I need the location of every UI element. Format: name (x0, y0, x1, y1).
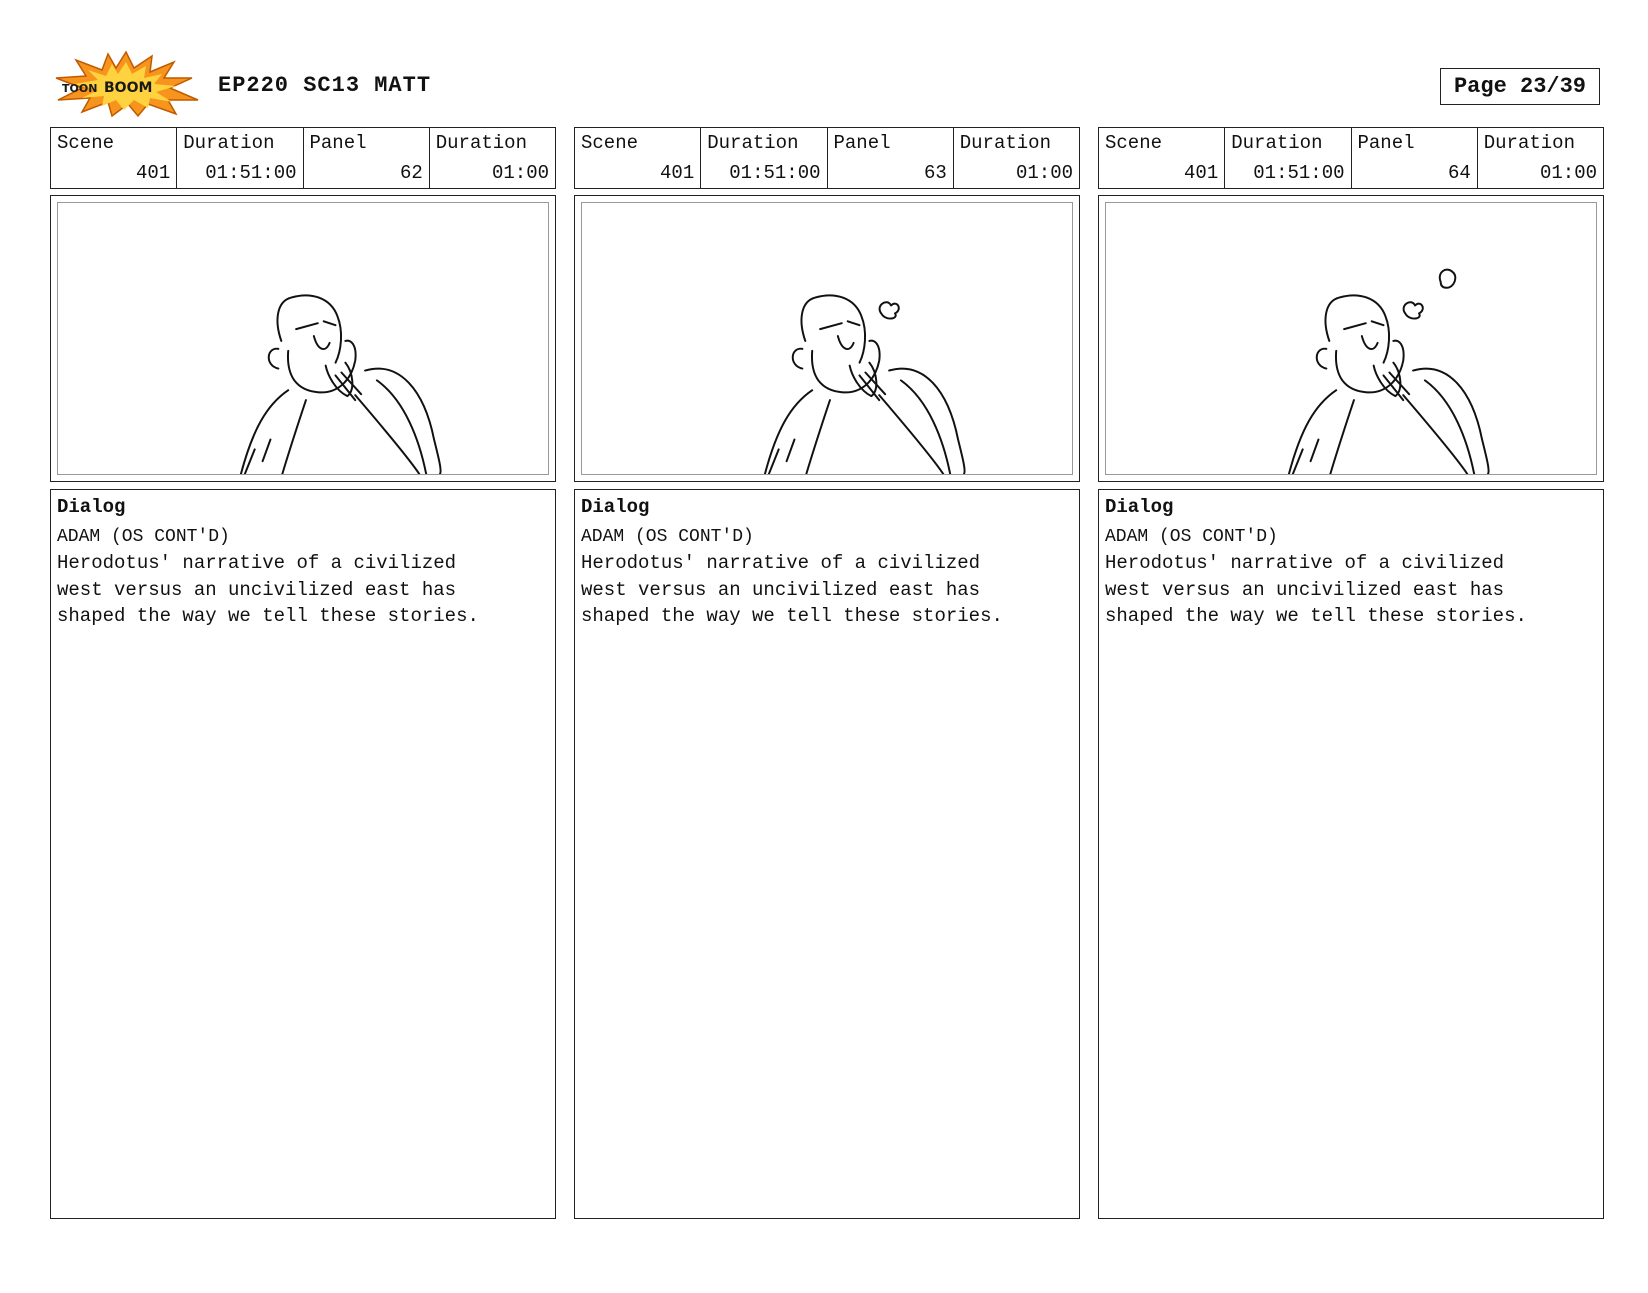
panel-duration-label: Duration (959, 132, 1051, 154)
panel-duration-cell (954, 128, 1079, 188)
panel-number: 63 (923, 162, 947, 184)
scene-duration-cell (177, 128, 303, 188)
sketch-frame (50, 195, 556, 482)
dialog-label: Dialog (1105, 496, 1174, 518)
storyboard-panel (574, 127, 1080, 1219)
scene-cell (51, 128, 177, 188)
panel-number: 62 (399, 162, 423, 184)
panel-cell (304, 128, 430, 188)
scene-label: Scene (1105, 132, 1163, 154)
speaker-name: ADAM (OS CONT'D) (581, 527, 754, 547)
panel-label: Panel (1357, 132, 1415, 154)
scene-cell (575, 128, 701, 188)
panel-info-row (50, 127, 556, 189)
scene-duration-cell (1225, 128, 1351, 188)
panel-duration-cell (430, 128, 555, 188)
scene-duration-label: Duration (707, 132, 799, 154)
dialog-box (50, 489, 556, 1219)
panel-label: Panel (833, 132, 891, 154)
panel-cell (828, 128, 954, 188)
panel-cell (1352, 128, 1478, 188)
scene-label: Scene (57, 132, 115, 154)
panel-duration: 01:00 (491, 162, 549, 184)
scene-number: 401 (1184, 162, 1219, 184)
panel-info-row (574, 127, 1080, 189)
toonboom-logo (52, 50, 200, 118)
panel-number: 64 (1447, 162, 1471, 184)
svg-text:TOON: TOON (62, 82, 98, 95)
panel-duration: 01:00 (1015, 162, 1073, 184)
scene-duration-label: Duration (1231, 132, 1323, 154)
svg-text:BOOM: BOOM (104, 80, 153, 96)
dialog-text: Herodotus' narrative of a civilized west versus an uncivilized east has shaped the way we tell these stories. (1105, 552, 1527, 627)
storyboard-panel (1098, 127, 1604, 1219)
scene-duration: 01:51:00 (1253, 162, 1345, 184)
scene-number: 401 (136, 162, 171, 184)
dialog-text: Herodotus' narrative of a civilized west versus an uncivilized east has shaped the way we tell these stories. (581, 552, 1003, 627)
panel-duration: 01:00 (1539, 162, 1597, 184)
dialog-text: Herodotus' narrative of a civilized west versus an uncivilized east has shaped the way we tell these stories. (57, 552, 479, 627)
storyboard-panel (50, 127, 556, 1219)
scene-cell (1099, 128, 1225, 188)
sketch-frame (574, 195, 1080, 482)
sketch-frame (1098, 195, 1604, 482)
episode-title: EP220 SC13 MATT (218, 73, 432, 98)
scene-duration: 01:51:00 (729, 162, 821, 184)
dialog-box (1098, 489, 1604, 1219)
scene-label: Scene (581, 132, 639, 154)
dialog-label: Dialog (581, 496, 650, 518)
speaker-name: ADAM (OS CONT'D) (1105, 527, 1278, 547)
scene-duration-cell (701, 128, 827, 188)
panel-info-row (1098, 127, 1604, 189)
panel-label: Panel (309, 132, 367, 154)
panel-duration-label: Duration (1483, 132, 1575, 154)
character-sketch (1106, 203, 1596, 474)
character-sketch (582, 203, 1072, 474)
panel-duration-label: Duration (435, 132, 527, 154)
page-number: Page 23/39 (1440, 68, 1600, 105)
speaker-name: ADAM (OS CONT'D) (57, 527, 230, 547)
panel-duration-cell (1478, 128, 1603, 188)
scene-number: 401 (660, 162, 695, 184)
dialog-box (574, 489, 1080, 1219)
character-sketch (58, 203, 548, 474)
dialog-label: Dialog (57, 496, 126, 518)
scene-duration: 01:51:00 (205, 162, 297, 184)
scene-duration-label: Duration (183, 132, 275, 154)
